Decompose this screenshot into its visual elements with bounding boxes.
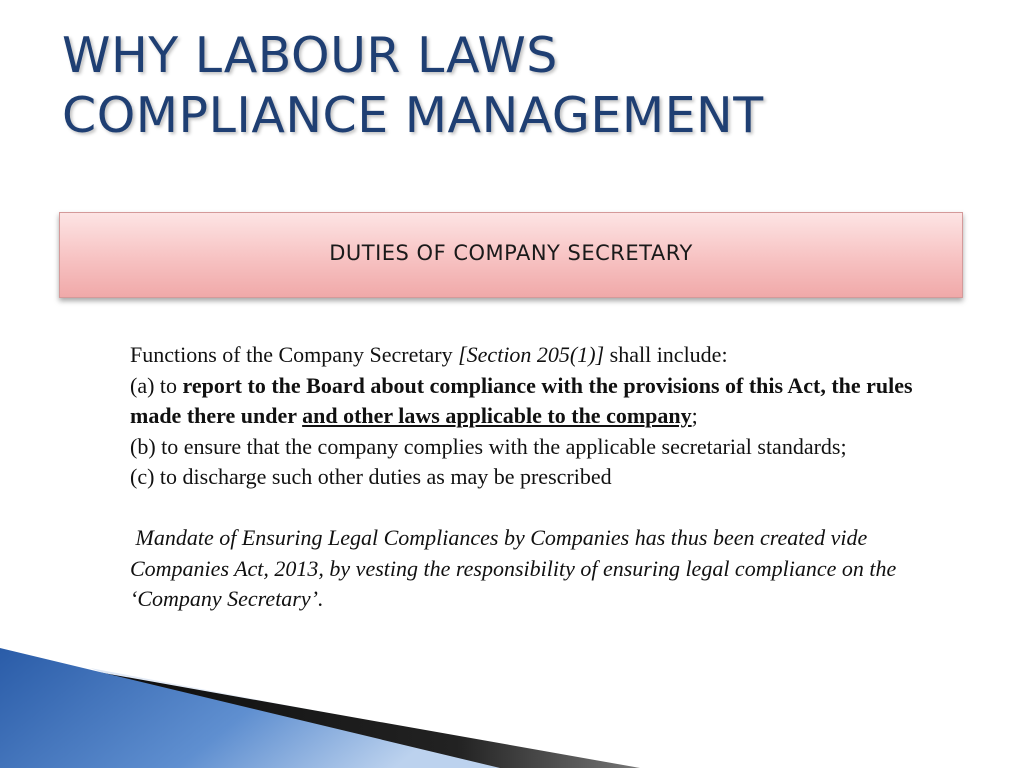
- slide-title-line-1: WHY LABOUR LAWS: [62, 27, 558, 84]
- duty-b: (b) to ensure that the company complies with the applicable secretarial standards;: [130, 433, 847, 459]
- content-block: [130, 340, 950, 615]
- section-banner: [59, 212, 963, 298]
- intro-post: shall include:: [604, 342, 728, 367]
- duty-a-suffix: ;: [691, 403, 698, 428]
- mandate-paragraph: Mandate of Ensuring Legal Compliances by Companies has thus been created vide Companies Act, 2013, by vesting the responsibility of ensuring legal compliance on the ‘Company Secretary’.: [130, 525, 897, 611]
- intro-pre: Functions of the Company Secretary: [130, 342, 459, 367]
- slide-title: [62, 26, 764, 146]
- duty-a-underlined: and other laws applicable to the company: [302, 403, 692, 428]
- decor-blue-wedge: [0, 648, 500, 768]
- duty-a-bold: report to the Board about compliance with the provisions of this Act, the rules made there under: [130, 372, 913, 428]
- slide-title-line-2: COMPLIANCE MANAGEMENT: [62, 87, 764, 144]
- banner-label: DUTIES OF COMPANY SECRETARY: [329, 241, 693, 265]
- paragraph-spacer: [130, 493, 950, 524]
- duty-a-prefix: (a) to: [130, 372, 183, 398]
- section-reference: [Section 205(1)]: [458, 342, 605, 367]
- duty-c: (c) to discharge such other duties as may be prescribed: [130, 464, 612, 489]
- duty-a: [130, 371, 950, 432]
- decor-pale-stripe: [90, 668, 620, 768]
- intro-paragraph: [130, 340, 950, 371]
- decor-black-stripe: [30, 660, 640, 768]
